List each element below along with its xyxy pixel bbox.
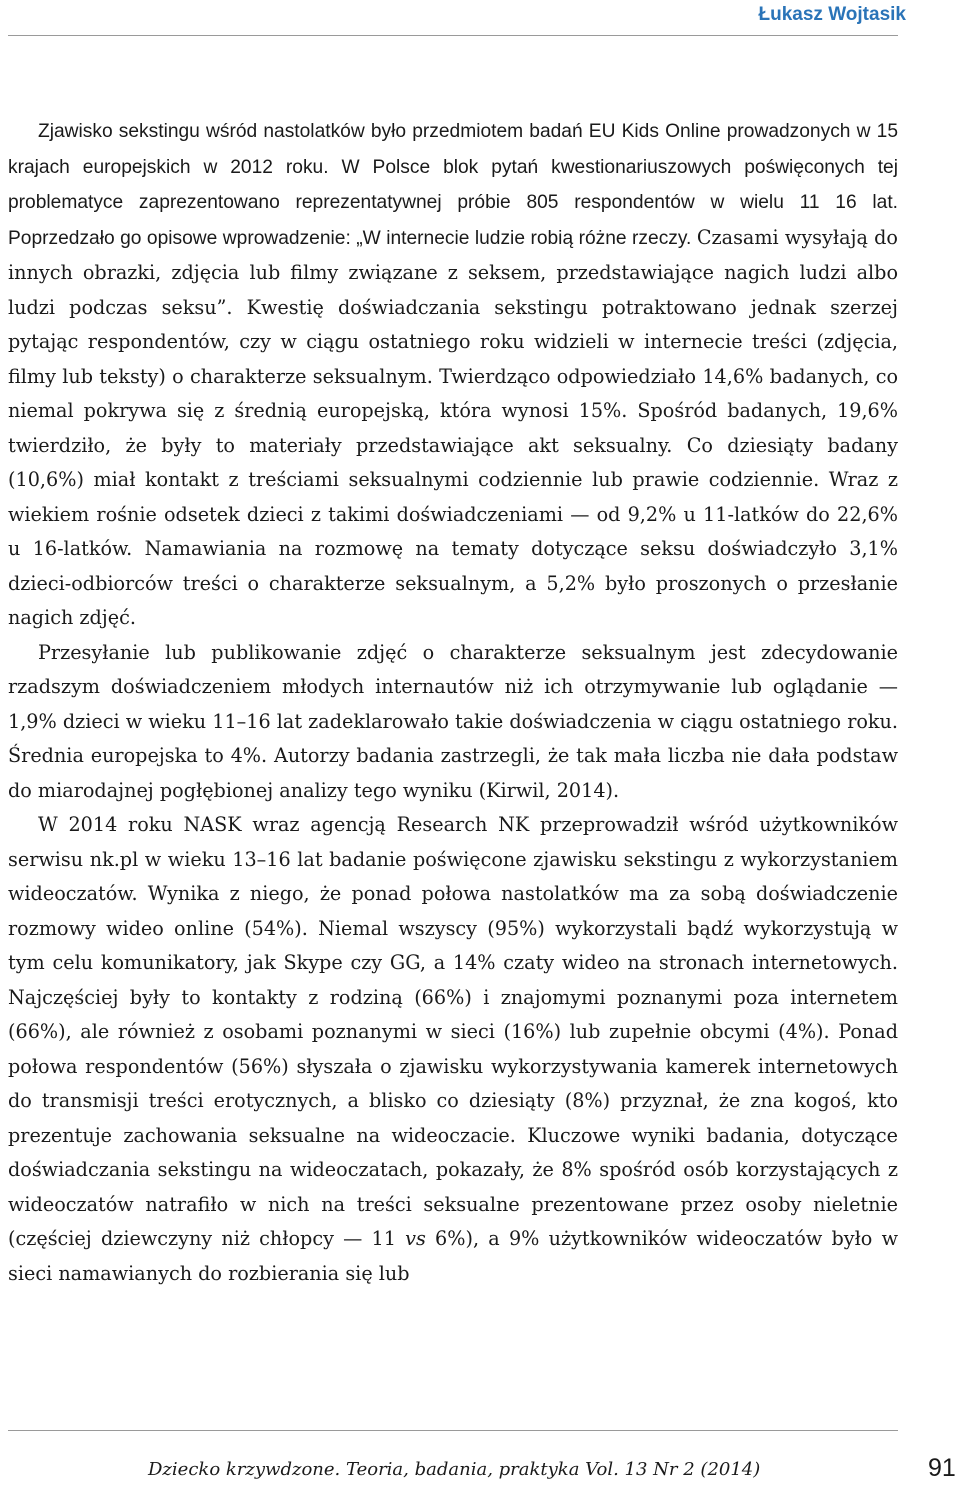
paragraph-1: [8, 114, 898, 636]
footer-journal-title: Dziecko krzywdzone. Teoria, badania, praktyka Vol. 13 Nr 2 (2014): [148, 1459, 761, 1480]
paragraph-1-part-a: Zjawisko sekstingu wśród nastolatków było przedmiotem badań EU Kids Online prowadzonych w 15 krajach europejskich w 2012 roku. W Polsce blok pytań kwestionariuszowych poświęconych tej problematyce zaprezentowano reprezentatywnej próbie 805 respondentów w wielu 11 16 lat. Poprzedzało go opisowe wprowadzenie: „W internecie ludzie robią różne rzeczy.: [8, 121, 898, 249]
paragraph-1-part-b: Czasami wysyłają do innych obrazki, zdjęcia lub filmy związane z seksem, przedstawiające nagich ludzi albo ludzi podczas seksu”. Kwestię doświadczania sekstingu potraktowano jednak szerzej pytając respondentów, czy w ciągu ostatniego roku widzieli w internecie treści (zdjęcia, filmy lub teksty) o charakterze seksualnym. Twierdząco odpowiedziało 14,6% badanych, co niemal pokrywa się z średnią europejską, która wynosi 15%. Spośród badanych, 19,6% twierdziło, że były to materiały przedstawiające akt seksualny. Co dziesiąty badany (10,6%) miał kontakt z treściami seksualnymi codziennie lub prawie codziennie. Wraz z wiekiem rośnie odsetek dzieci z takimi doświadczeniami — od 9,2% u 11-latków do 22,6% u 16-latków. Namawiania na rozmowę na tematy dotyczące seksu doświadczyło 3,1% dzieci-odbiorców treści o charakterze seksualnym, a 5,2% było proszonych o przesłanie nagich zdjęć.: [8, 225, 898, 629]
paragraph-3: [8, 808, 898, 1291]
header-divider: [8, 35, 898, 36]
paragraph-2: Przesyłanie lub publikowanie zdjęć o charakterze seksualnym jest zdecydowanie rzadszym doświadczeniem młodych internautów niż ich otrzymywanie lub oglądanie — 1,9% dzieci w wieku 11–16 lat zadeklarowało takie doświadczenia w ciągu ostatniego roku. Średnia europejska to 4%. Autorzy badania zastrzegli, że tak mała liczba nie dała podstaw do miarodajnej pogłębionej analizy tego wyniku (Kirwil, 2014).: [8, 640, 898, 802]
paragraph-3-part-b: 6%), a 9% użytkowników wideoczatów było w sieci namawianych do rozbierania się lub: [8, 1227, 898, 1285]
paragraph-3-part-a: W 2014 roku NASK wraz agencją Research NK przeprowadził wśród użytkowników serwisu nk.pl w wieku 13–16 lat badanie poświęcone zjawisku sekstingu z wykorzystaniem wideoczatów. Wynika z niego, że ponad połowa nastolatków ma za sobą doświadczenie rozmowy wideo online (54%). Niemal wszyscy (95%) wykorzystali bądź wykorzystują w tym celu komunikatory, jak Skype czy GG, a 14% czaty wideo na stronach internetowych. Najczęściej były to kontakty z rodziną (66%) i znajomymi poznanymi poza internetem (66%), ale również z osobami poznanymi w sieci (16%) lub zupełnie obcymi (4%). Ponad połowa respondentów (56%) słyszała o zjawisku wykorzystywania kamerek internetowych do transmisji treści erotycznych, a blisko co dziesiąty (8%) przyznał, że zna kogoś, kto prezentuje zachowania seksualne na wideoczacie. Kluczowe wyniki badania, dotyczące doświadczania sekstingu na wideoczatach, pokazały, że 8% spośród osób korzystających z wideoczatów natrafiło w nich na treści seksualne prezentowane przez osoby nieletnie (częściej dziewczyny niż chłopcy — 11: [8, 813, 898, 1250]
running-header-author: Łukasz Wojtasik: [758, 4, 906, 25]
footer-divider: [8, 1430, 898, 1431]
article-body: [8, 114, 898, 1291]
paragraph-3-vs: vs: [405, 1227, 426, 1250]
page-number: 91: [928, 1454, 956, 1482]
